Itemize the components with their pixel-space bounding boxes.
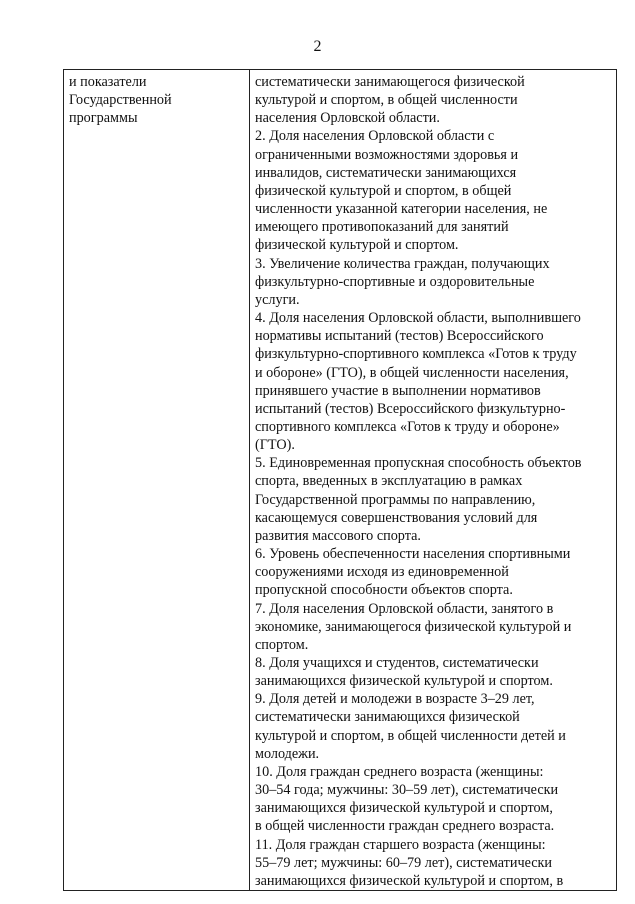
left-cell-line: и показатели bbox=[69, 74, 147, 90]
right-cell-line: и обороне» (ГТО), в общей численности населения, bbox=[255, 364, 569, 381]
right-cell-line: 10. Доля граждан среднего возраста (женщины: bbox=[255, 763, 544, 780]
right-cell-line: нормативы испытаний (тестов) Всероссийского bbox=[255, 328, 544, 345]
left-cell-line: Государственной bbox=[69, 92, 172, 109]
right-cell-line: имеющего противопоказаний для занятий bbox=[255, 219, 509, 236]
right-cell-line: спорта, введенных в эксплуатацию в рамках bbox=[255, 473, 523, 490]
right-cell-line: в общей численности граждан среднего возраста. bbox=[255, 818, 555, 835]
right-cell-line: занимающихся физической культурой и спортом. bbox=[255, 673, 553, 690]
right-cell-line: 6. Уровень обеспеченности населения спортивными bbox=[255, 546, 571, 563]
right-cell-line: 5. Единовременная пропускная способность объектов bbox=[255, 455, 582, 472]
right-cell-line: принявшего участие в выполнении нормативов bbox=[255, 382, 541, 399]
right-cell-line: инвалидов, систематически занимающихся bbox=[255, 164, 517, 181]
right-cell-line: занимающихся физической культурой и спортом, bbox=[255, 800, 553, 817]
right-cell-line: физкультурно-спортивные и оздоровительные bbox=[255, 273, 535, 290]
right-cell-line: физкультурно-спортивного комплекса «Готов к труду bbox=[255, 346, 577, 363]
right-cell-line: ограниченными возможностями здоровья и bbox=[255, 146, 519, 163]
right-cell-line: занимающихся физической культурой и спортом, в bbox=[255, 872, 564, 889]
right-cell-line: населения Орловской области. bbox=[255, 110, 440, 127]
right-cell-line: численности указанной категории населения, не bbox=[255, 201, 548, 218]
right-cell-line: физической культурой и спортом, в общей bbox=[255, 182, 512, 199]
right-cell-line: 4. Доля населения Орловской области, выполнившего bbox=[255, 310, 581, 327]
right-cell-line: услуги. bbox=[255, 291, 300, 308]
right-cell-line: физической культурой и спортом. bbox=[255, 237, 459, 254]
page-number: 2 bbox=[313, 38, 322, 55]
right-cell-line: (ГТО). bbox=[255, 437, 295, 454]
right-cell-line: 30–54 года; мужчины: 30–59 лет), систематически bbox=[255, 782, 559, 799]
right-cell-line: спортом. bbox=[255, 636, 309, 653]
right-cell-line: 7. Доля населения Орловской области, занятого в bbox=[255, 600, 554, 617]
right-cell-line: экономике, занимающегося физической культурой и bbox=[255, 618, 572, 635]
right-cell-line: 2. Доля населения Орловской области с bbox=[255, 128, 495, 145]
right-cell-line: 11. Доля граждан старшего возраста (женщины: bbox=[255, 836, 546, 853]
right-cell-line: 3. Увеличение количества граждан, получающих bbox=[255, 255, 550, 272]
right-cell bbox=[250, 70, 617, 891]
table-row bbox=[64, 70, 617, 891]
right-cell-line: 9. Доля детей и молодежи в возрасте 3–29 лет, bbox=[255, 691, 535, 708]
left-cell-line: программы bbox=[69, 110, 138, 127]
right-cell-line: Государственной программы по направлению, bbox=[255, 491, 536, 508]
right-cell-line: систематически занимающегося физической bbox=[255, 74, 525, 90]
right-cell-line: касающемуся совершенствования условий для bbox=[255, 509, 538, 526]
right-cell-line: спортивного комплекса «Готов к труду и обороне» bbox=[255, 418, 560, 435]
right-cell-line: пропускной способности объектов спорта. bbox=[255, 582, 513, 599]
right-cell-line: испытаний (тестов) Всероссийского физкультурно- bbox=[255, 400, 566, 417]
right-cell-line: молодежи. bbox=[255, 745, 320, 762]
right-cell-line: сооружениями исходя из единовременной bbox=[255, 564, 509, 581]
right-cell-line: культурой и спортом, в общей численности детей и bbox=[255, 727, 566, 744]
right-cell-line: культурой и спортом, в общей численности bbox=[255, 92, 518, 109]
right-cell-line: развития массового спорта. bbox=[255, 527, 421, 544]
left-cell bbox=[64, 70, 250, 891]
right-cell-line: 8. Доля учащихся и студентов, систематически bbox=[255, 655, 539, 671]
right-cell-line: 55–79 лет; мужчины: 60–79 лет), систематически bbox=[255, 854, 553, 871]
program-table bbox=[63, 69, 617, 891]
right-cell-line: систематически занимающихся физической bbox=[255, 709, 520, 726]
